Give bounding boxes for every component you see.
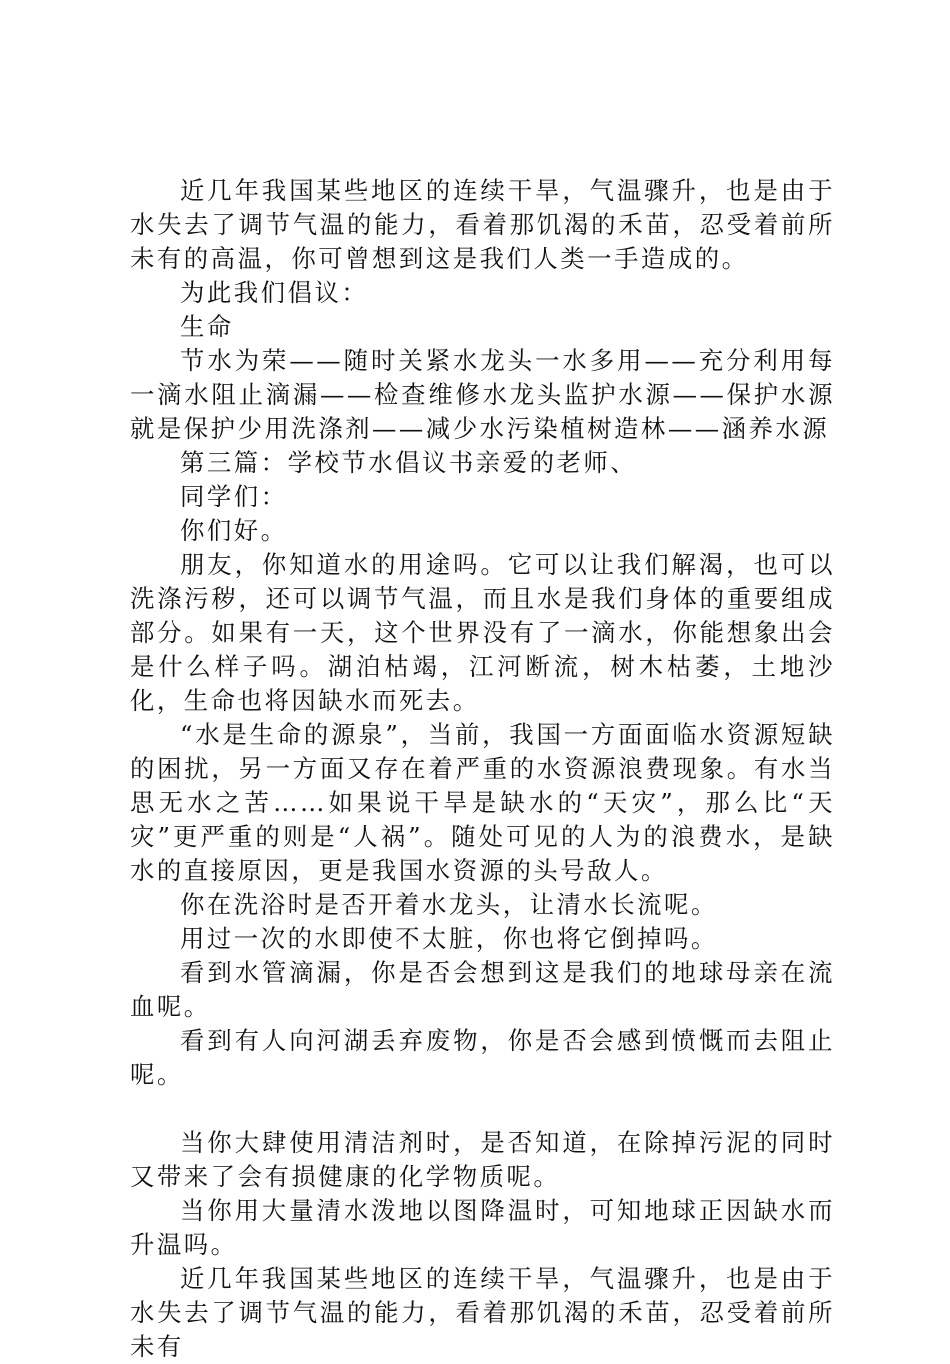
paragraph-9: “水是生命的源泉”，当前，我国一方面面临水资源短缺的困扰，另一方面又存在着严重的水资源浪费现象。有水当思无水之苦……如果说干旱是缺水的“天灾”，那么比“天灾”更严重的则是“人祸”。随处可见的人为的浪费水，是缺水的直接原因，更是我国水资源的头号敌人。 (130, 720, 835, 885)
paragraph-6: 同学们： (180, 482, 288, 511)
paragraph-16: 近几年我国某些地区的连续干旱，气温骤升，也是由于水失去了调节气温的能力，看着那饥渴的禾苗，忍受着前所未有 (130, 1264, 835, 1361)
document-body (130, 174, 835, 1364)
paragraph-15: 当你用大量清水泼地以图降温时，可知地球正因缺水而升温吗。 (130, 1196, 835, 1259)
paragraph-1: 近几年我国某些地区的连续干旱，气温骤升，也是由于水失去了调节气温的能力，看着那饥渴的禾苗，忍受着前所未有的高温，你可曾想到这是我们人类一手造成的。 (130, 176, 835, 273)
paragraph-5: 第三篇：学校节水倡议书亲爱的老师、 (180, 448, 638, 477)
paragraph-4: 节水为荣——随时关紧水龙头一水多用——充分利用每一滴水阻止滴漏——检查维修水龙头监护水源——保护水源就是保护少用洗涤剂——减少水污染植树造林——涵养水源 (130, 346, 835, 443)
paragraph-3: 生命 (180, 312, 234, 341)
paragraph-14: 当你大肆使用清洁剂时，是否知道，在除掉污泥的同时又带来了会有损健康的化学物质呢。 (130, 1128, 835, 1191)
paragraph-12: 看到水管滴漏，你是否会想到这是我们的地球母亲在流血呢。 (130, 958, 835, 1021)
paragraph-11: 用过一次的水即使不太脏，你也将它倒掉吗。 (180, 924, 718, 953)
paragraph-2: 为此我们倡议： (180, 278, 369, 307)
paragraph-7: 你们好。 (180, 516, 288, 545)
paragraph-8: 朋友，你知道水的用途吗。它可以让我们解渴，也可以洗涤污秽，还可以调节气温，而且水是我们身体的重要组成部分。如果有一天，这个世界没有了一滴水，你能想象出会是什么样子吗。湖泊枯竭，江河断流，树木枯萎，土地沙化，生命也将因缺水而死去。 (130, 550, 835, 715)
paragraph-13: 看到有人向河湖丢弃废物，你是否会感到愤慨而去阻止呢。 (130, 1026, 835, 1089)
blank-line (130, 1092, 835, 1126)
paragraph-10: 你在洗浴时是否开着水龙头，让清水长流呢。 (180, 890, 718, 919)
